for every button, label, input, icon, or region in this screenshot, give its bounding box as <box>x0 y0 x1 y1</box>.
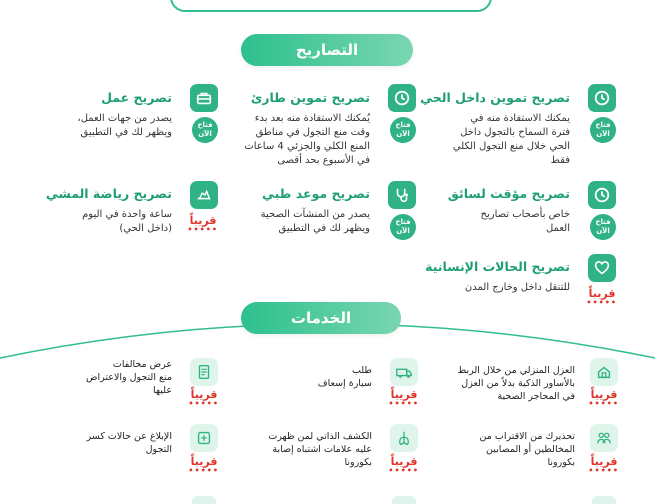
lungs-icon <box>390 424 418 452</box>
coming-soon-badge: قريباً ••••• <box>588 455 619 475</box>
coming-soon-badge: قريباً ••••• <box>187 214 218 234</box>
clock-icon <box>588 181 616 209</box>
top-section-pill <box>170 0 492 12</box>
service-description: تحذيرك من الاقتراب من المخالطين أو المصابين بكورونا <box>479 431 575 468</box>
services-section-header <box>241 302 401 334</box>
people-icon <box>590 424 618 452</box>
service-description: الإبلاغ عن حالات كسر التجول <box>86 431 172 455</box>
permit-description: يمكنك الاستفادة منه في فترة السماح بالتجول داخل الحي خلال منع التجول الكلي فقط <box>452 113 570 166</box>
coming-soon-badge: قريباً ••••• <box>588 388 619 408</box>
permit-title: تصريح موعد طبي <box>261 186 370 201</box>
service-description: عرض مخالفات منع التجول والاعتراض عليها <box>86 359 172 396</box>
service-description: الكشف الذاتي لمن ظهرت عليه علامات اشتباه إصابة بكورونا <box>268 431 372 468</box>
service-description: طلب سيارة إسعاف <box>317 365 372 389</box>
services-section-title: الخدمات <box>290 309 352 327</box>
walking-icon <box>190 181 218 209</box>
permit-description: ساعة واحدة في اليوم (داخل الحي) <box>82 209 172 234</box>
open-now-badge: فتاح الآن <box>390 214 416 240</box>
permit-description: يُمكنك الاستفادة منه بعد بدء وقت منع التجول في مناطق المنع الكلي والجزئي 4 ساعات في الأسبوع بحد أقصى <box>244 113 370 166</box>
permit-title: تصريح مؤقت لسائق <box>447 186 570 201</box>
open-now-badge: فتاح الآن <box>192 117 218 143</box>
permit-title: تصريح الحالات الإنسانية <box>425 259 570 274</box>
open-now-badge: فتاح الآن <box>590 117 616 143</box>
clock-icon <box>588 84 616 112</box>
coming-soon-badge: قريباً ••••• <box>188 455 219 475</box>
permits-section-title: التصاريح <box>295 41 359 59</box>
document-icon <box>190 358 218 386</box>
permit-title: تصريح رياضة المشي <box>45 186 172 201</box>
heart-icon <box>588 254 616 282</box>
permit-description: يصدر من جهات العمل، ويظهر لك في التطبيق <box>77 113 172 138</box>
permit-description: يصدر من المنشآت الصحية ويظهر لك في التطبيق <box>260 209 370 234</box>
service-description: العزل المنزلي من خلال الربط بالأساور الذكية بدلاً من العزل في المحاجر الصحية <box>457 365 575 402</box>
briefcase-icon <box>190 84 218 112</box>
permit-title: تصريح عمل <box>101 90 172 105</box>
coming-soon-badge: قريباً ••••• <box>586 287 617 307</box>
permit-description: خاص بأصحاب تصاريح العمل <box>480 209 570 234</box>
permit-title: تصريح تموين داخل الحي <box>420 90 570 105</box>
open-now-badge: فتاح الآن <box>590 214 616 240</box>
clock-icon <box>388 84 416 112</box>
coming-soon-badge: قريباً ••••• <box>388 388 419 408</box>
stethoscope-icon <box>388 181 416 209</box>
home-icon <box>590 358 618 386</box>
permit-title: تصريح تموين طارئ <box>250 90 370 105</box>
open-now-badge: فتاح الآن <box>390 117 416 143</box>
report-icon <box>190 424 218 452</box>
permit-description: للتنقل داخل وخارج المدن <box>464 282 570 293</box>
permits-section-header <box>241 34 413 66</box>
coming-soon-badge: قريباً ••••• <box>188 388 219 408</box>
cutoff-next-row <box>0 488 655 500</box>
ambulance-icon <box>390 358 418 386</box>
coming-soon-badge: قريباً ••••• <box>388 455 419 475</box>
